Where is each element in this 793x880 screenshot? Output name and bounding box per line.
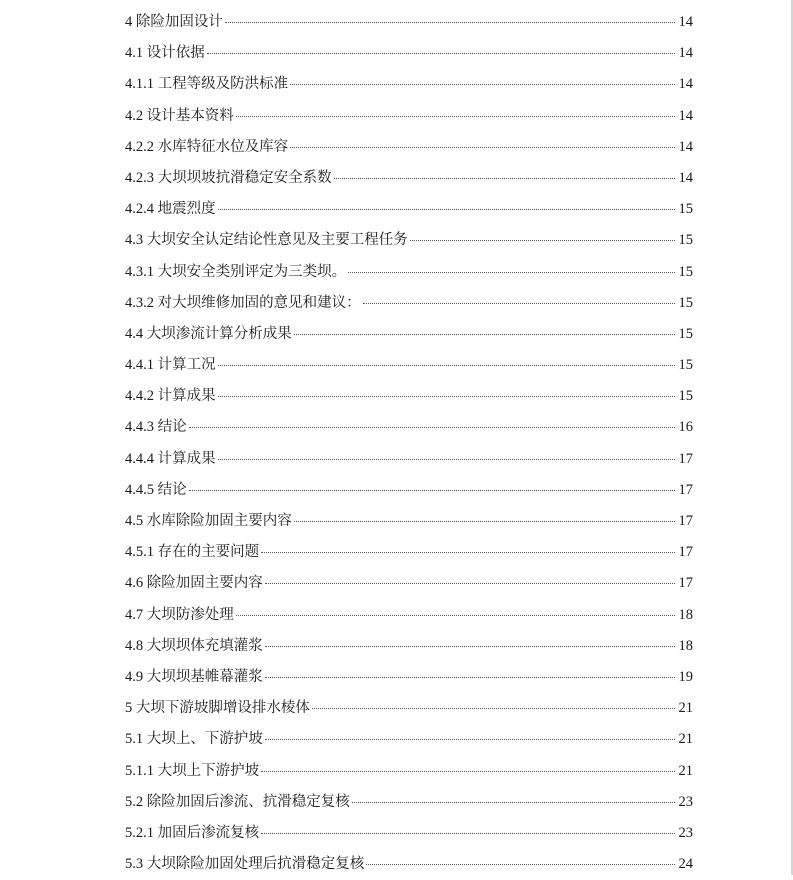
toc-entry-page-number: 17 — [678, 544, 693, 561]
toc-entry-title: 4.2.2 水库特征水位及库容 — [125, 138, 289, 155]
toc-entry-title: 5.3 大坝除险加固处理后抗滑稳定复核 — [125, 856, 365, 873]
toc-entry-title: 5.2 除险加固后渗流、抗滑稳定复核 — [125, 793, 350, 810]
toc-dot-leader — [363, 303, 675, 304]
toc-entry[interactable] — [125, 350, 693, 381]
toc-entry-page-number: 15 — [678, 388, 693, 405]
toc-entry-title: 4.2.4 地震烈度 — [125, 201, 216, 218]
table-of-contents — [125, 7, 693, 880]
toc-dot-leader — [352, 802, 675, 803]
toc-entry-title: 4.4.4 计算成果 — [125, 450, 216, 467]
toc-entry[interactable] — [125, 412, 693, 443]
toc-entry-title: 5.1 大坝上、下游护坡 — [125, 731, 263, 748]
toc-entry-page-number: 21 — [678, 762, 693, 779]
toc-entry-page-number: 17 — [678, 450, 693, 467]
toc-entry-page-number: 15 — [678, 263, 693, 280]
toc-entry-page-number: 21 — [678, 700, 693, 717]
toc-entry[interactable] — [125, 662, 693, 693]
toc-entry[interactable] — [125, 319, 693, 350]
toc-entry-page-number: 21 — [678, 731, 693, 748]
toc-dot-leader — [290, 147, 675, 148]
toc-entry-title: 4.3 大坝安全认定结论性意见及主要工程任务 — [125, 232, 408, 249]
toc-entry[interactable] — [125, 225, 693, 256]
toc-entry-title: 5 大坝下游坡脚增设排水棱体 — [125, 700, 310, 717]
toc-entry-page-number: 18 — [678, 606, 693, 623]
toc-dot-leader — [312, 708, 675, 709]
toc-dot-leader — [189, 490, 675, 491]
toc-entry[interactable] — [125, 475, 693, 506]
toc-dot-leader — [218, 396, 675, 397]
toc-entry-page-number: 17 — [678, 513, 693, 529]
toc-dot-leader — [265, 583, 675, 584]
toc-dot-leader — [218, 209, 675, 210]
toc-dot-leader — [265, 739, 675, 740]
toc-entry[interactable] — [125, 194, 693, 225]
toc-entry[interactable] — [125, 132, 693, 163]
toc-entry-page-number: 18 — [678, 637, 693, 654]
toc-entry[interactable] — [125, 257, 693, 288]
toc-entry-page-number: 15 — [678, 325, 693, 342]
toc-entry[interactable] — [125, 7, 693, 38]
toc-entry[interactable] — [125, 693, 693, 724]
toc-entry-page-number: 23 — [678, 824, 693, 841]
toc-entry[interactable] — [125, 787, 693, 818]
toc-dot-leader — [290, 84, 675, 85]
toc-entry-title: 4.4.1 计算工况 — [125, 357, 216, 374]
toc-dot-leader — [236, 615, 675, 616]
toc-entry[interactable] — [125, 724, 693, 755]
toc-entry[interactable] — [125, 163, 693, 194]
toc-entry-page-number: 15 — [678, 201, 693, 218]
toc-entry-title: 4.4.3 结论 — [125, 419, 187, 436]
toc-entry[interactable] — [125, 38, 693, 69]
toc-entry-title: 4.6 除险加固主要内容 — [125, 575, 263, 592]
toc-entry[interactable] — [125, 849, 693, 880]
toc-entry-page-number: 16 — [678, 419, 693, 436]
toc-dot-leader — [294, 521, 675, 522]
toc-entry[interactable] — [125, 818, 693, 849]
toc-entry[interactable] — [125, 756, 693, 787]
toc-entry-title: 4.4 大坝渗流计算分析成果 — [125, 325, 292, 342]
toc-entry-page-number: 15 — [678, 294, 693, 311]
toc-entry[interactable] — [125, 600, 693, 631]
toc-entry-title: 5.1.1 大坝上下游护坡 — [125, 762, 260, 779]
toc-entry-title: 4.1 设计依据 — [125, 45, 205, 62]
toc-entry-title: 4.5 水库除险加固主要内容 — [125, 513, 292, 529]
toc-entry-page-number: 14 — [678, 107, 693, 124]
toc-entry-title: 4.2 设计基本资料 — [125, 107, 234, 124]
toc-entry-page-number: 15 — [678, 357, 693, 374]
toc-entry[interactable] — [125, 101, 693, 132]
toc-dot-leader — [261, 833, 675, 834]
toc-dot-leader — [225, 22, 675, 23]
toc-entry-title: 4.3.1 大坝安全类别评定为三类坝。 — [125, 263, 347, 280]
toc-entry-title: 4.8 大坝坝体充填灌浆 — [125, 637, 263, 654]
toc-entry-title: 4.7 大坝防渗处理 — [125, 606, 234, 623]
toc-entry-title: 5.2.1 加固后渗流复核 — [125, 824, 260, 841]
toc-entry[interactable] — [125, 537, 693, 568]
toc-entry-title: 4 除险加固设计 — [125, 14, 223, 30]
toc-entry[interactable] — [125, 288, 693, 319]
toc-dot-leader — [207, 53, 675, 54]
toc-entry-title: 4.2.3 大坝坝坡抗滑稳定安全系数 — [125, 169, 332, 186]
toc-dot-leader — [334, 178, 675, 179]
toc-entry-page-number: 19 — [678, 668, 693, 685]
toc-dot-leader — [261, 552, 675, 553]
toc-entry-page-number: 15 — [678, 232, 693, 249]
toc-dot-leader — [348, 272, 675, 273]
toc-dot-leader — [294, 334, 675, 335]
toc-entry-page-number: 17 — [678, 575, 693, 592]
toc-entry-page-number: 14 — [678, 45, 693, 62]
toc-entry-page-number: 17 — [678, 481, 693, 498]
toc-entry-title: 4.3.2 对大坝维修加固的意见和建议： — [125, 294, 361, 311]
toc-entry-title: 4.5.1 存在的主要问题 — [125, 544, 260, 561]
toc-dot-leader — [265, 646, 675, 647]
toc-dot-leader — [265, 677, 675, 678]
toc-entry-title: 4.9 大坝坝基帷幕灌浆 — [125, 668, 263, 685]
toc-dot-leader — [261, 771, 675, 772]
toc-dot-leader — [366, 864, 675, 865]
toc-dot-leader — [189, 427, 675, 428]
toc-dot-leader — [410, 240, 675, 241]
toc-entry[interactable] — [125, 381, 693, 412]
toc-entry[interactable] — [125, 69, 693, 100]
toc-entry-title: 4.4.5 结论 — [125, 481, 187, 498]
toc-entry[interactable] — [125, 506, 693, 537]
toc-entry-title: 4.4.2 计算成果 — [125, 388, 216, 405]
toc-dot-leader — [218, 459, 675, 460]
toc-entry[interactable] — [125, 631, 693, 662]
toc-entry[interactable] — [125, 568, 693, 599]
toc-entry-page-number: 14 — [678, 169, 693, 186]
toc-entry-title: 4.1.1 工程等级及防洪标准 — [125, 76, 289, 93]
toc-entry-page-number: 24 — [678, 856, 693, 873]
toc-entry-page-number: 23 — [678, 793, 693, 810]
toc-entry-page-number: 14 — [678, 138, 693, 155]
toc-dot-leader — [218, 365, 675, 366]
toc-entry-page-number: 14 — [678, 76, 693, 93]
toc-entry[interactable] — [125, 444, 693, 475]
toc-entry-page-number: 14 — [678, 14, 693, 30]
toc-dot-leader — [236, 116, 675, 117]
